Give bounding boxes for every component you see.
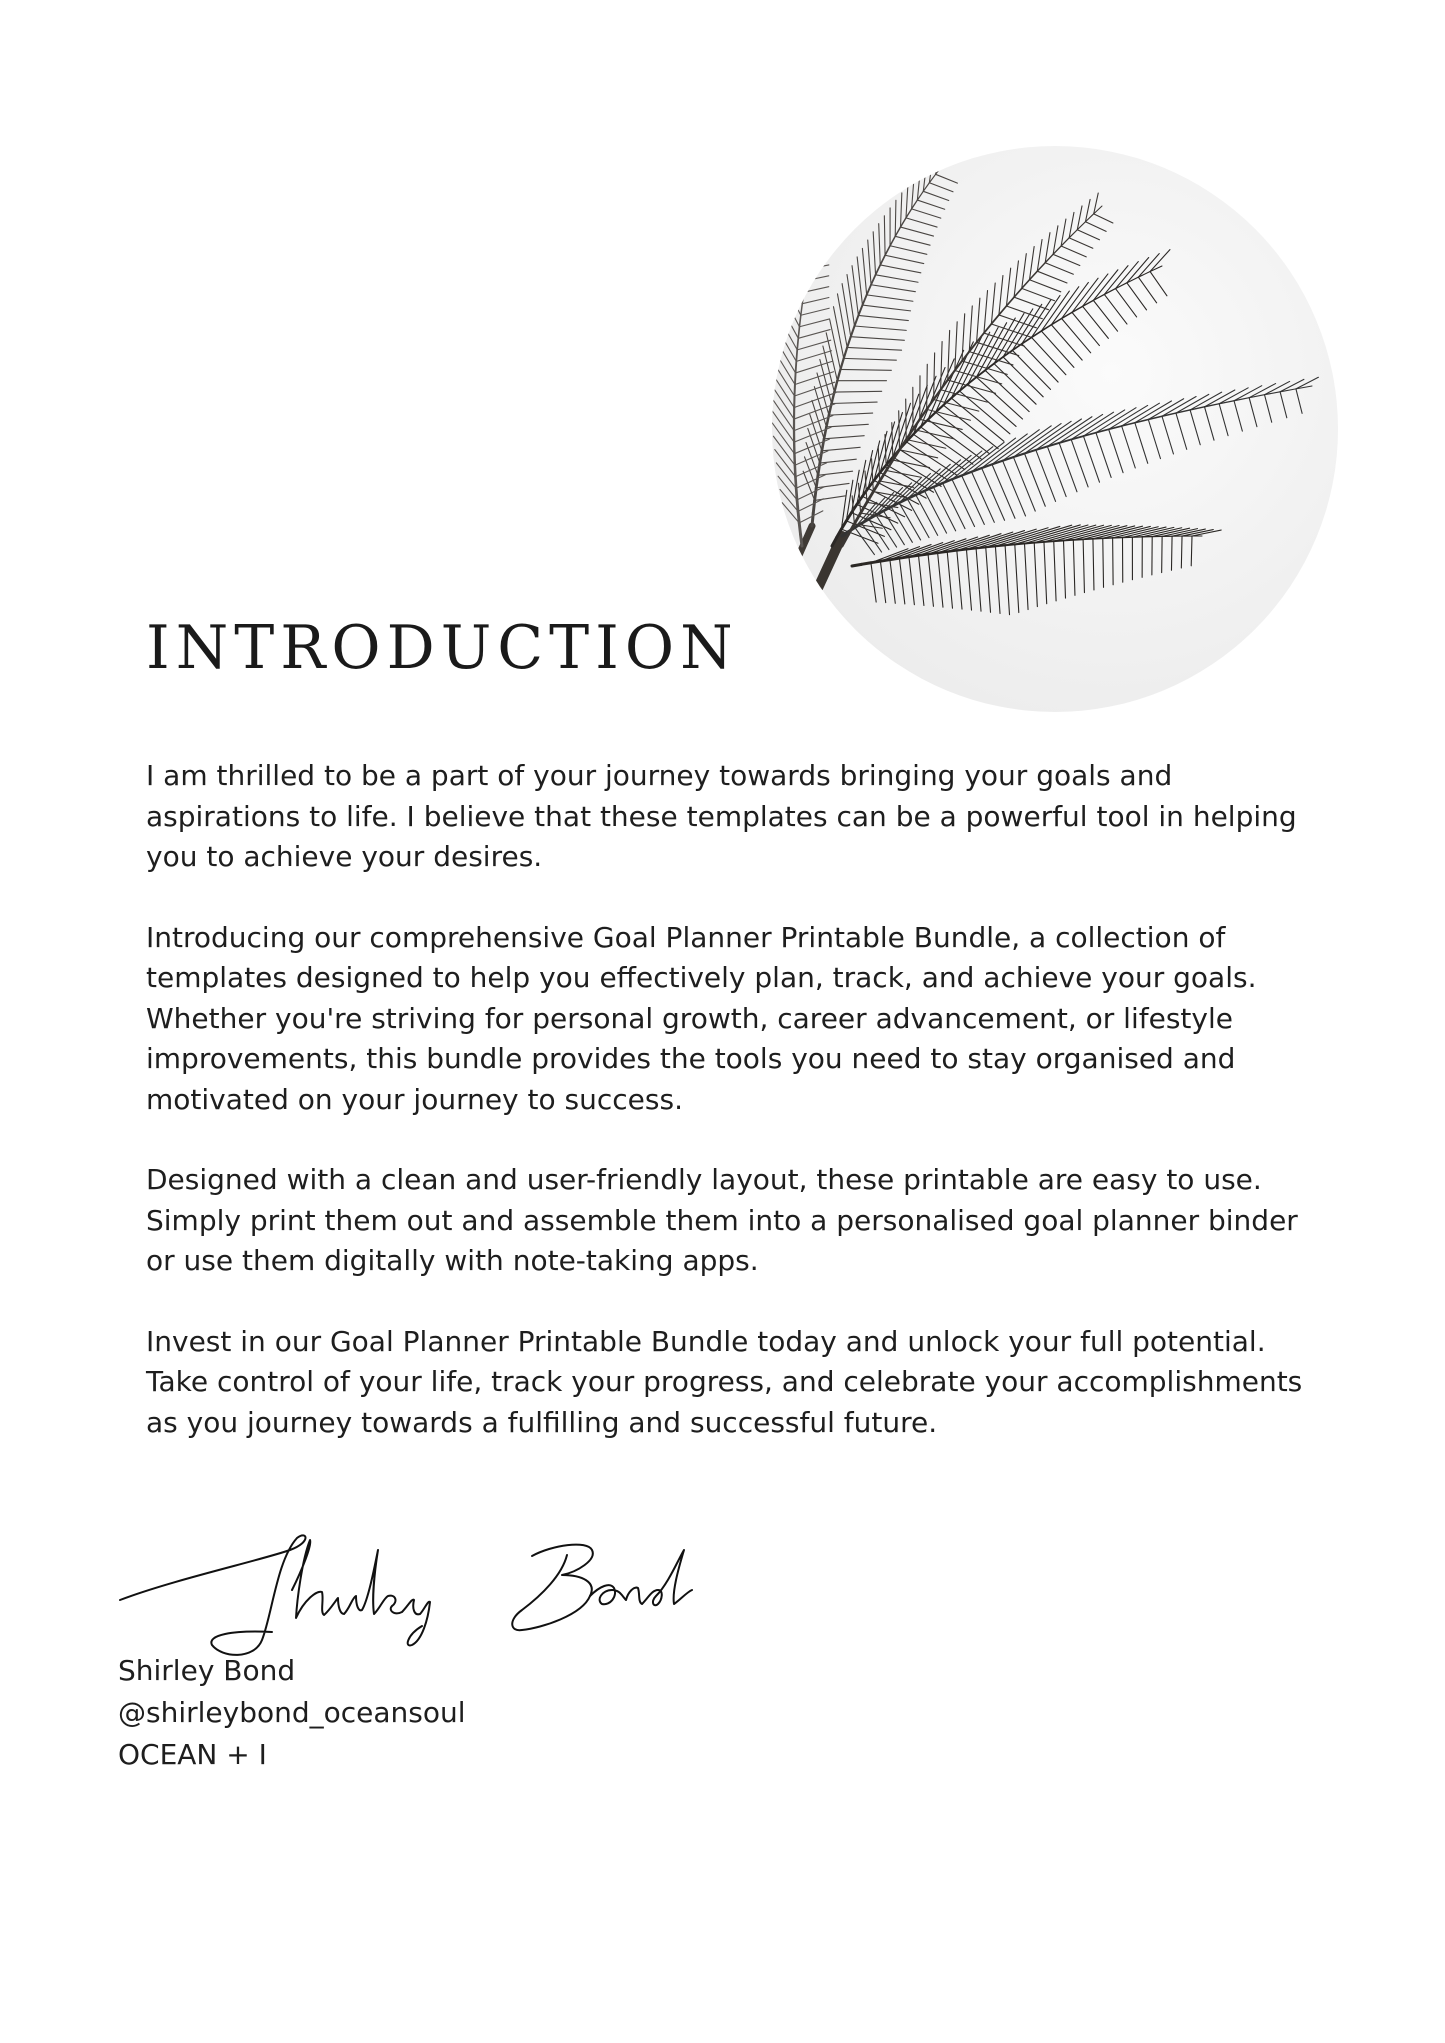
author-block: [118, 1650, 466, 1776]
paragraph: Designed with a clean and user-friendly layout, these printable are easy to use. Simply print them out and assemble them into a personalised goal planner binder or use them digitally with note-taking apps.: [146, 1163, 1298, 1277]
handwritten-signature: [112, 1520, 752, 1670]
author-handle: @shirleybond_oceansoul: [118, 1696, 466, 1729]
intro-body: [146, 756, 1306, 1483]
paragraph: Introducing our comprehensive Goal Planner Printable Bundle, a collection of templates designed to help you effectively plan, track, and achieve your goals. Whether you're striving for personal growth, career advancement, or lifestyle improvements, this bundle provides the tools you need to stay organised and motivated on your journey to success.: [146, 920, 1257, 1116]
paragraph: I am thrilled to be a part of your journey towards bringing your goals and aspirations to life. I believe that these templates can be a powerful tool in helping you to achieve your desires.: [146, 759, 1297, 873]
page-title: INTRODUCTION: [146, 613, 739, 683]
author-name: Shirley Bond: [118, 1654, 296, 1687]
palm-tree-photo: [772, 146, 1338, 712]
paragraph: Invest in our Goal Planner Printable Bundle today and unlock your full potential. Take control of your life, track your progress, and celebrate your accomplishments as you journey towards a fulfilling and successful future.: [146, 1324, 1303, 1439]
author-brand: OCEAN + I: [118, 1738, 267, 1771]
